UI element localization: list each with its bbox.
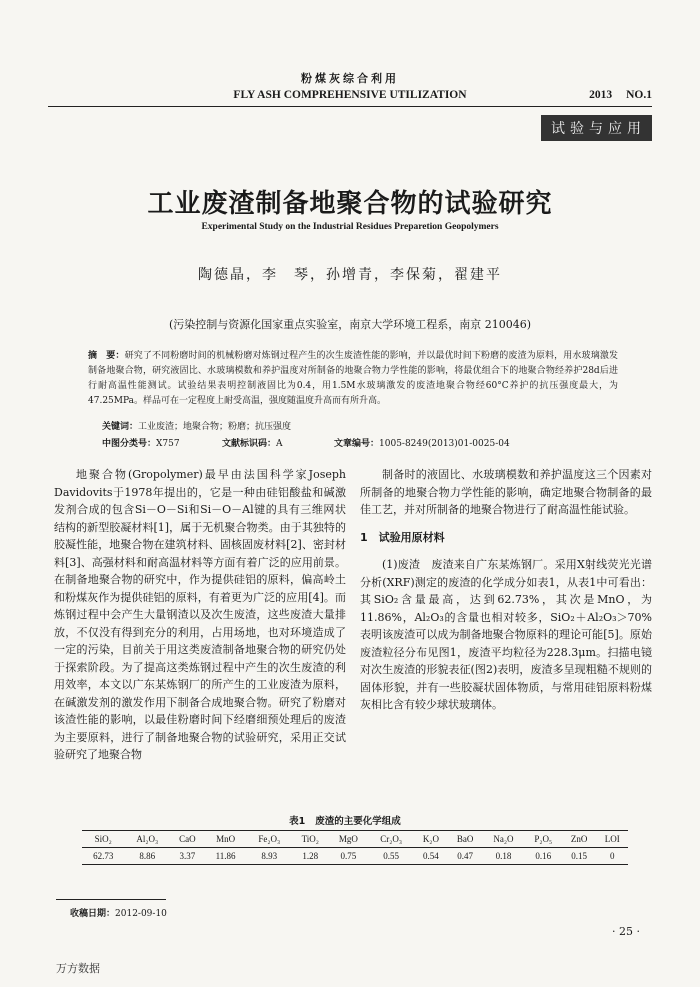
keywords-label: 关键词： [102,422,139,432]
section-heading: 1 试验用原材料 [360,530,445,544]
table-cell: 0.18 [495,851,512,861]
table-cell: 62.73 [93,851,114,861]
header-rule [48,106,652,107]
table-header-cell: SiO₂ [94,834,112,844]
abstract [88,349,618,409]
intro-paragraph-cont: 制备时的液固比、水玻璃模数和养护温度这三个因素对所制备的地聚合物力学性能的影响，确定地聚合物制备的最佳工艺，并对所制备的地聚合物进行了耐高温性能试验。 [360,468,652,516]
intro-paragraph: 地聚合物(Gropolymer)最早由法国科学家Joseph Davidovits于1978年提出的，它是一种由硅铝酸盐和碱激发剂合成的包含Si－O－Si和Si－O－Al键的具有三维网状结构的新型胶凝材料[1]，属于无机聚合物类。由于其独特的胶凝性能，地聚合物在建筑材料、固核固废材料[2]、密封材料[3]、高强材料和耐高温材料等方面有着广泛的应用前景。在制备地聚合物的研究中，作为提供硅铝的原料，偏高岭土和粉煤灰作为提供硅铝的原料，有着更为广泛的应用[4]。而炼钢过程中会产生大量钢渣以及次生废渣，这些废渣大量排放，不仅没有得到充分的利用，占用场地，也对环境造成了一定的污染，目前关于用这类废渣制备地聚合物的研究仍处于探索阶段。为了提高这类炼钢过程中产生的次生废渣的利用效率，本文以广东某炼钢厂的所产生的工业废渣为原料，在碱激发剂的激发作用下制备合成地聚合物。研究了粉磨对该渣性能的影响，以最佳粉磨时间下经磨细预处理后的废渣为主要原料，进行了制备地聚合物的试验研究，采用正交试验研究了地聚合物 [54,468,346,761]
table-header-cell: ZnO [570,834,588,844]
table-cell: 8.93 [261,851,278,861]
table-header-cell: Fe₂O₃ [258,834,281,844]
table-cell: 0 [609,851,615,861]
watermark-text: 万方数据 [56,962,100,975]
table-header-cell: CaO [179,834,196,844]
clc-number: 中图分类号：X757 [102,439,180,449]
article-title-en: Experimental Study on the Industrial Residues Preparetion Geopolymers [201,222,499,232]
table-header-cell: K₂O [422,834,439,844]
keywords-text: 工业废渣；地聚合物；粉磨；抗压强度 [138,422,292,432]
table-header-cell: P₂O₅ [534,834,553,844]
author-list: 陶德晶，李 琴，孙增青，李保菊，翟建平 [198,267,502,283]
abstract-label: 摘 要： [88,351,125,361]
table-header-cell: MnO [216,834,236,844]
received-value: 2012-09-10 [115,909,167,919]
table-cell: 1.28 [302,851,319,861]
table-cell: 0.55 [383,851,400,861]
journal-name-en: FLY ASH COMPREHENSIVE UTILIZATION [233,89,467,101]
received-label: 收稿日期： [70,909,116,919]
issue-info [575,89,652,101]
table-header-cell: LOI [604,834,620,844]
footnote-rule [56,899,166,900]
journal-name-cn: 粉煤灰综合利用 [301,72,399,85]
body-column-left [54,466,346,764]
table-header-cell: Na₂O [493,834,514,844]
table-cell: 11.86 [215,851,236,861]
issue-number: NO.1 [626,89,652,101]
table-cell: 0.75 [340,851,357,861]
table-cell: 0.16 [535,851,552,861]
page-number: · 25 · [612,925,640,938]
composition-table [82,830,628,865]
table-header-cell: TiO₂ [301,834,319,844]
received-date [70,906,167,919]
table-row [82,848,628,865]
table-cell: 3.37 [179,851,196,861]
table-header-cell: BaO [456,834,474,844]
article-title: 工业废渣制备地聚合物的试验研究 [147,189,553,219]
table-title: 废渣的主要化学组成 [315,816,401,827]
affiliation: (污染控制与资源化国家重点实验室，南京大学环境工程系，南京 210046) [168,318,532,331]
abstract-text: 研究了不同粉磨时间的机械粉磨对炼钢过程产生的次生废渣性能的影响，并以最优时间下粉磨的废渣为原料，用水玻璃激发制备地聚合物，研究液固比、水玻璃模数和养护温度对所制备的地聚合物力学性能的影响，将最优组合下的地聚合物经养护28d后进行耐高温性能测试。试验结果表明控制液固比为0.4，用1.5M水玻璃激发的废渣地聚合物经60°C养护的抗压强度最大，为47.25MPa。样品可在一定程度上耐受高温，强度随温度升高而有所升高。 [88,351,618,406]
keywords [102,419,291,432]
article-number: 文章编号：1005-8249(2013)01-0025-04 [334,439,510,449]
table-cell: 0.15 [571,851,588,861]
doc-code: 文献标识码：A [222,439,283,449]
table-cell: 0.54 [423,851,439,861]
table-header-cell: Al₂O₃ [136,834,159,844]
table-caption [0,813,700,827]
body-column-right [360,466,652,714]
table-header-cell: Cr₂O₃ [380,834,403,844]
issue-year: 2013 [589,89,613,101]
table-cell: 8.86 [139,851,156,861]
table-header-cell: MgO [338,834,358,844]
table-label: 表1 [289,816,306,827]
table-header-row [82,831,628,848]
section-tag: 试验与应用 [541,115,652,141]
table-cell: 0.47 [457,851,473,861]
materials-paragraph: (1)废渣 废渣来自广东某炼钢厂。采用X射线荧光光谱分析(XRF)测定的废渣的化学成分如表1，从表1中可看出：其SiO₂含量最高，达到62.73%，其次是MnO，为11.86%，Al₂O₃的含量也相对较多，SiO₂＋Al₂O₃＞70%表明该废渣可以成为制备地聚合物原料的理论可能[5]。原始废渣粒径分布见图1，废渣平均粒径为228.3μm。扫描电镜对次生废渣的形貌表征(图2)表明，废渣多呈现粗糙不规则的固体形貌，并有一些胶凝状固体物质，与常用硅铝原料粉煤灰相比含有较少球状玻璃体。 [360,558,652,711]
